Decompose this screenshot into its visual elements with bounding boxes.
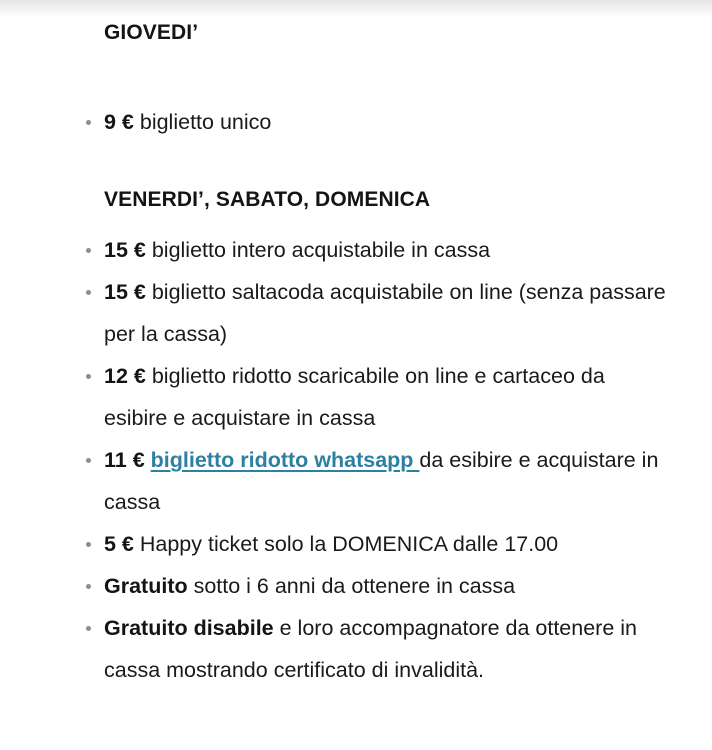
item-text: e loro accompagnatore da ottenere in cassa mostrando certificato di invalidità. [104, 616, 643, 682]
list-item [104, 271, 674, 355]
section-heading-venerdi-sabato-domenica: VENERDI’, SABATO, DOMENICA [104, 188, 431, 211]
price-label: 15 € [104, 238, 146, 262]
price-list-giovedi [104, 101, 664, 143]
item-text: sotto i 6 anni da ottenere in cassa [187, 574, 516, 598]
list-item [104, 607, 674, 691]
item-text: biglietto intero acquistabile in cassa [145, 238, 491, 262]
price-label: 11 € [104, 448, 145, 472]
free-label: Gratuito [104, 574, 188, 598]
item-text: biglietto ridotto scaricabile on line e cartaceo da esibire e acquistare in cassa [104, 364, 611, 430]
price-list-venerdi [104, 229, 674, 691]
list-item [104, 523, 674, 565]
top-edge-shading [0, 0, 712, 18]
list-item [104, 101, 664, 143]
list-item [104, 355, 674, 439]
price-label: 15 € [104, 280, 146, 304]
list-item [104, 439, 674, 523]
price-label: 9 € [104, 110, 134, 134]
price-label: 12 € [104, 364, 146, 388]
section-heading-giovedi: GIOVEDI’ [104, 21, 199, 44]
list-item [104, 565, 674, 607]
whatsapp-ticket-link[interactable]: biglietto ridotto whatsapp [150, 448, 420, 472]
list-item [104, 229, 674, 271]
item-text: da esibire e acquistare in cassa [104, 448, 665, 514]
item-text: biglietto unico [133, 110, 272, 134]
item-text: Happy ticket solo la DOMENICA dalle 17.00 [133, 532, 559, 556]
item-text: biglietto saltacoda acquistabile on line (senza passare per la cassa) [104, 280, 672, 346]
price-label: 5 € [104, 532, 134, 556]
free-disabled-label: Gratuito disabile [104, 616, 274, 640]
